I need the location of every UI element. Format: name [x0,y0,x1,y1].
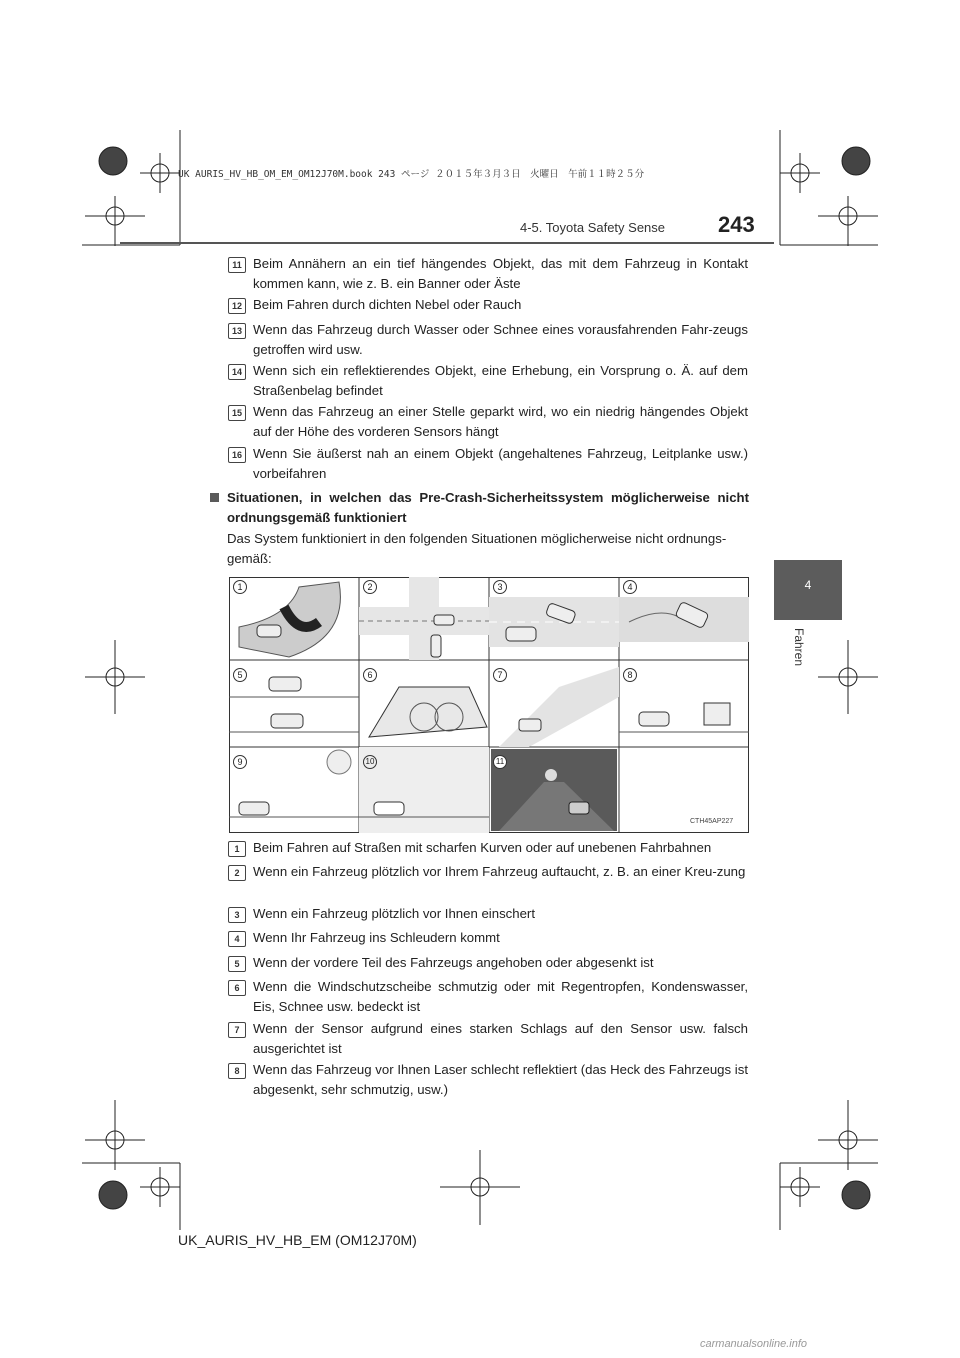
chapter-tab-number: 4 [804,578,812,592]
section-title: 4-5. Toyota Safety Sense [520,220,666,235]
square-bullet-icon [210,493,219,502]
figure-code: CTH45AP227 [690,818,734,825]
model-code: UK_AURIS_HV_HB_EM (OM12J70M) [178,1232,417,1248]
situations-illustration [229,577,749,833]
section-intro: Das System funktioniert in den folgenden Situationen möglicherweise nicht ordnungs-gemäß: [227,531,727,566]
watermark-site: carmanualsonline.info [700,1338,808,1350]
header-rule [120,242,774,244]
chapter-tab-label: Fahren [792,628,806,667]
book-file-line: UK AURIS_HV_HB_OM_EM_OM12J70M.book 243 ページ ２０１５年３月３日 火曜日 午前１１時２５分 [178,169,645,180]
page-number: 243 [718,212,755,237]
